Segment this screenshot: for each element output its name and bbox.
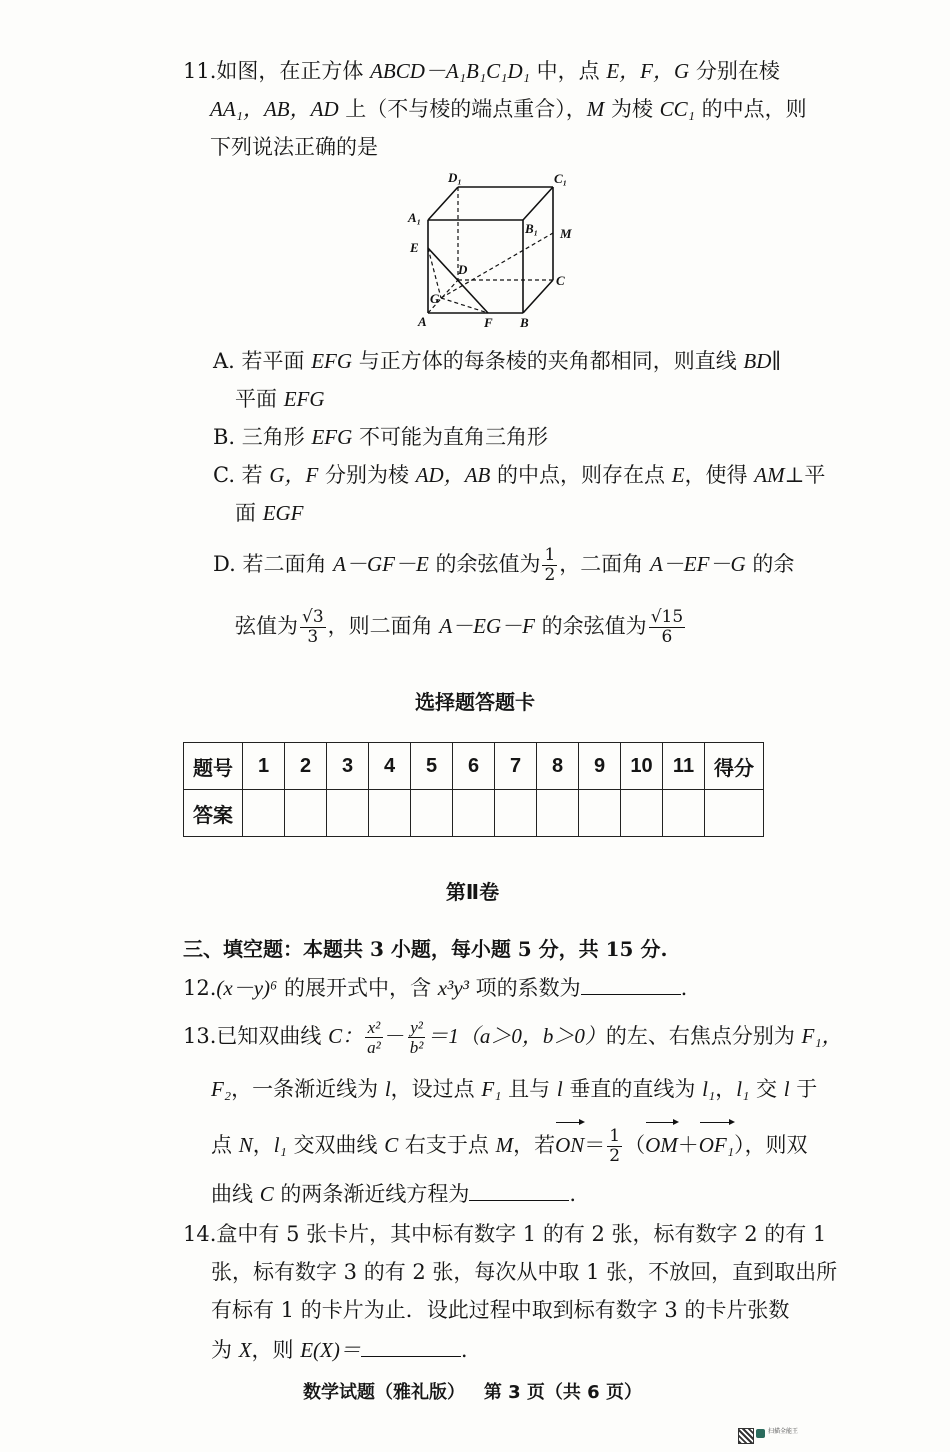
vector-OM: OM: [645, 1124, 678, 1166]
cell-number: 9: [579, 743, 621, 790]
q11-option-a-line-1: A. 若平面 EFG 与正方体的每条棱的夹角都相同，则直线 BD∥: [213, 349, 782, 373]
answer-card-title: 选择题答题卡: [415, 690, 535, 714]
label-C1: C₁: [554, 171, 568, 186]
q11-option-b: B. 三角形 EFG 不可能为直角三角形: [213, 425, 548, 449]
question-14-line-1: 14.盒中有 5 张卡片，其中标有数字 1 的有 2 张，标有数字 2 的有 1: [183, 1222, 827, 1246]
answer-blank-13[interactable]: [469, 1178, 569, 1201]
scanner-logo-icon: [756, 1429, 765, 1438]
answer-cell[interactable]: [453, 790, 495, 837]
vector-OF1: OF₁: [699, 1124, 734, 1166]
question-14-line-4: 为 X，则 E(X)＝ .: [211, 1334, 468, 1364]
cell-number: 2: [285, 743, 327, 790]
score-cell[interactable]: [705, 790, 764, 837]
cell-answer-label: 答案: [184, 790, 243, 837]
q11-option-d-line-1: D. 若二面角 A－GF－E 的余弦值为 $\frac{1}{2}$ ，二面角 A－EF－G 的余: [213, 545, 795, 585]
cell-number: 8: [537, 743, 579, 790]
edge-B1-C1: [523, 187, 553, 220]
answer-cell[interactable]: [327, 790, 369, 837]
question-14-line-2: 张，标有数字 3 的有 2 张，每次从中取 1 张，不放回，直到取出所: [211, 1260, 838, 1284]
edge-D1-A1: [428, 187, 458, 220]
cell-number: 3: [327, 743, 369, 790]
question-12: 12.(x－y)⁶ 的展开式中，含 x³y³ 项的系数为 .: [183, 972, 687, 1002]
fraction-x2-a2: $\frac{\text{x²}}{\text{a²}}$: [367, 1018, 381, 1057]
q11-option-c-line-2: 面 EGF: [235, 501, 304, 525]
question-13-line-1: 13.已知双曲线 C： $\frac{\text{x²}}{\text{a²}}$ － $\frac{\text{y²}}{\text{b²}}$ ＝1（a＞0，b＞0）的左、右焦点分别为 F₁，: [183, 1018, 843, 1057]
cube-figure: [408, 170, 588, 330]
cell-number: 5: [411, 743, 453, 790]
cell-number: 10: [621, 743, 663, 790]
q11-option-d-line-2: 弦值为 $\frac{√3}{3}$ ，则二面角 A－EG－F 的余弦值为 $\frac{√15}{6}$: [235, 607, 684, 647]
label-D: D: [458, 262, 468, 277]
answer-cell[interactable]: [411, 790, 453, 837]
question-14-line-3: 有标有 1 的卡片为止．设此过程中取到标有数字 3 的卡片张数: [211, 1298, 790, 1322]
answer-card-row-numbers: [184, 743, 764, 790]
q11-line-3: 下列说法正确的是: [210, 135, 378, 159]
fraction-one-half: $\frac{1}{2}$: [544, 545, 556, 585]
answer-cell[interactable]: [495, 790, 537, 837]
cell-number: 11: [663, 743, 705, 790]
label-G: G: [430, 291, 440, 306]
cell-number: 6: [453, 743, 495, 790]
question-13-line-2: F₂，一条渐近线为 l，设过点 F₁ 且与 l 垂直的直线为 l₁，l₁ 交 l 于: [211, 1077, 818, 1101]
cell-question-number-label: 题号: [184, 743, 243, 790]
cell-number: 1: [243, 743, 285, 790]
fraction-y2-b2: $\frac{\text{y²}}{\text{b²}}$: [409, 1018, 424, 1057]
question-13-line-4: 曲线 C 的两条渐近线方程为 .: [211, 1178, 576, 1208]
label-E: E: [410, 240, 419, 255]
cell-score-label: 得分: [705, 743, 764, 790]
answer-cell[interactable]: [621, 790, 663, 837]
answer-blank-12[interactable]: [581, 972, 681, 995]
answer-cell[interactable]: [369, 790, 411, 837]
label-A: A: [418, 314, 427, 329]
section-3-heading: 三、填空题：本题共 3 小题，每小题 5 分，共 15 分.: [183, 937, 668, 961]
q11-line-1: 11.如图，在正方体 ABCD－A₁B₁C₁D₁ 中，点 E，F，G 分别在棱: [183, 59, 780, 83]
label-D1: D₁: [448, 170, 462, 185]
q11-option-a-line-2: 平面 EFG: [235, 387, 325, 411]
cell-number: 4: [369, 743, 411, 790]
label-F: F: [484, 315, 493, 330]
q11-option-c-line-1: C. 若 G，F 分别为棱 AD，AB 的中点，则存在点 E，使得 AM⊥平: [213, 463, 826, 487]
fraction-sqrt15-over-6: $\frac{√15}{6}$: [650, 607, 684, 647]
cell-number: 7: [495, 743, 537, 790]
label-A1: A₁: [408, 210, 422, 225]
answer-blank-14[interactable]: [361, 1334, 461, 1357]
qr-code-icon: [738, 1428, 754, 1444]
part-2-title: 第Ⅱ卷: [445, 880, 500, 904]
label-B1: B₁: [525, 221, 539, 236]
page-footer: 数学试题（雅礼版） 第 3 页（共 6 页）: [303, 1382, 642, 1403]
answer-cell[interactable]: [663, 790, 705, 837]
question-13-line-3: 点 N，l₁ 交双曲线 C 右支于点 M，若ON＝ $\frac{1}{2}$ （OM＋OF₁），则双: [211, 1126, 808, 1166]
answer-cell[interactable]: [243, 790, 285, 837]
label-M: M: [560, 226, 572, 241]
label-C: C: [556, 273, 565, 288]
answer-card-table: [183, 742, 764, 837]
answer-cell[interactable]: [285, 790, 327, 837]
edge-B-C: [523, 280, 553, 313]
question-11: [183, 55, 826, 695]
vector-ON: ON: [555, 1124, 584, 1166]
fraction-one-half: $\frac{1}{2}$: [609, 1126, 621, 1166]
label-B: B: [520, 315, 529, 330]
fraction-sqrt3-over-3: $\frac{√3}{3}$: [302, 607, 324, 647]
q11-line-2: AA₁，AB，AD 上（不与棱的端点重合），M 为棱 CC₁ 的中点，则: [210, 97, 807, 121]
answer-cell[interactable]: [579, 790, 621, 837]
answer-cell[interactable]: [537, 790, 579, 837]
scanner-watermark: 扫描全能王: [768, 1428, 799, 1435]
answer-card-row-answers: [184, 790, 764, 837]
